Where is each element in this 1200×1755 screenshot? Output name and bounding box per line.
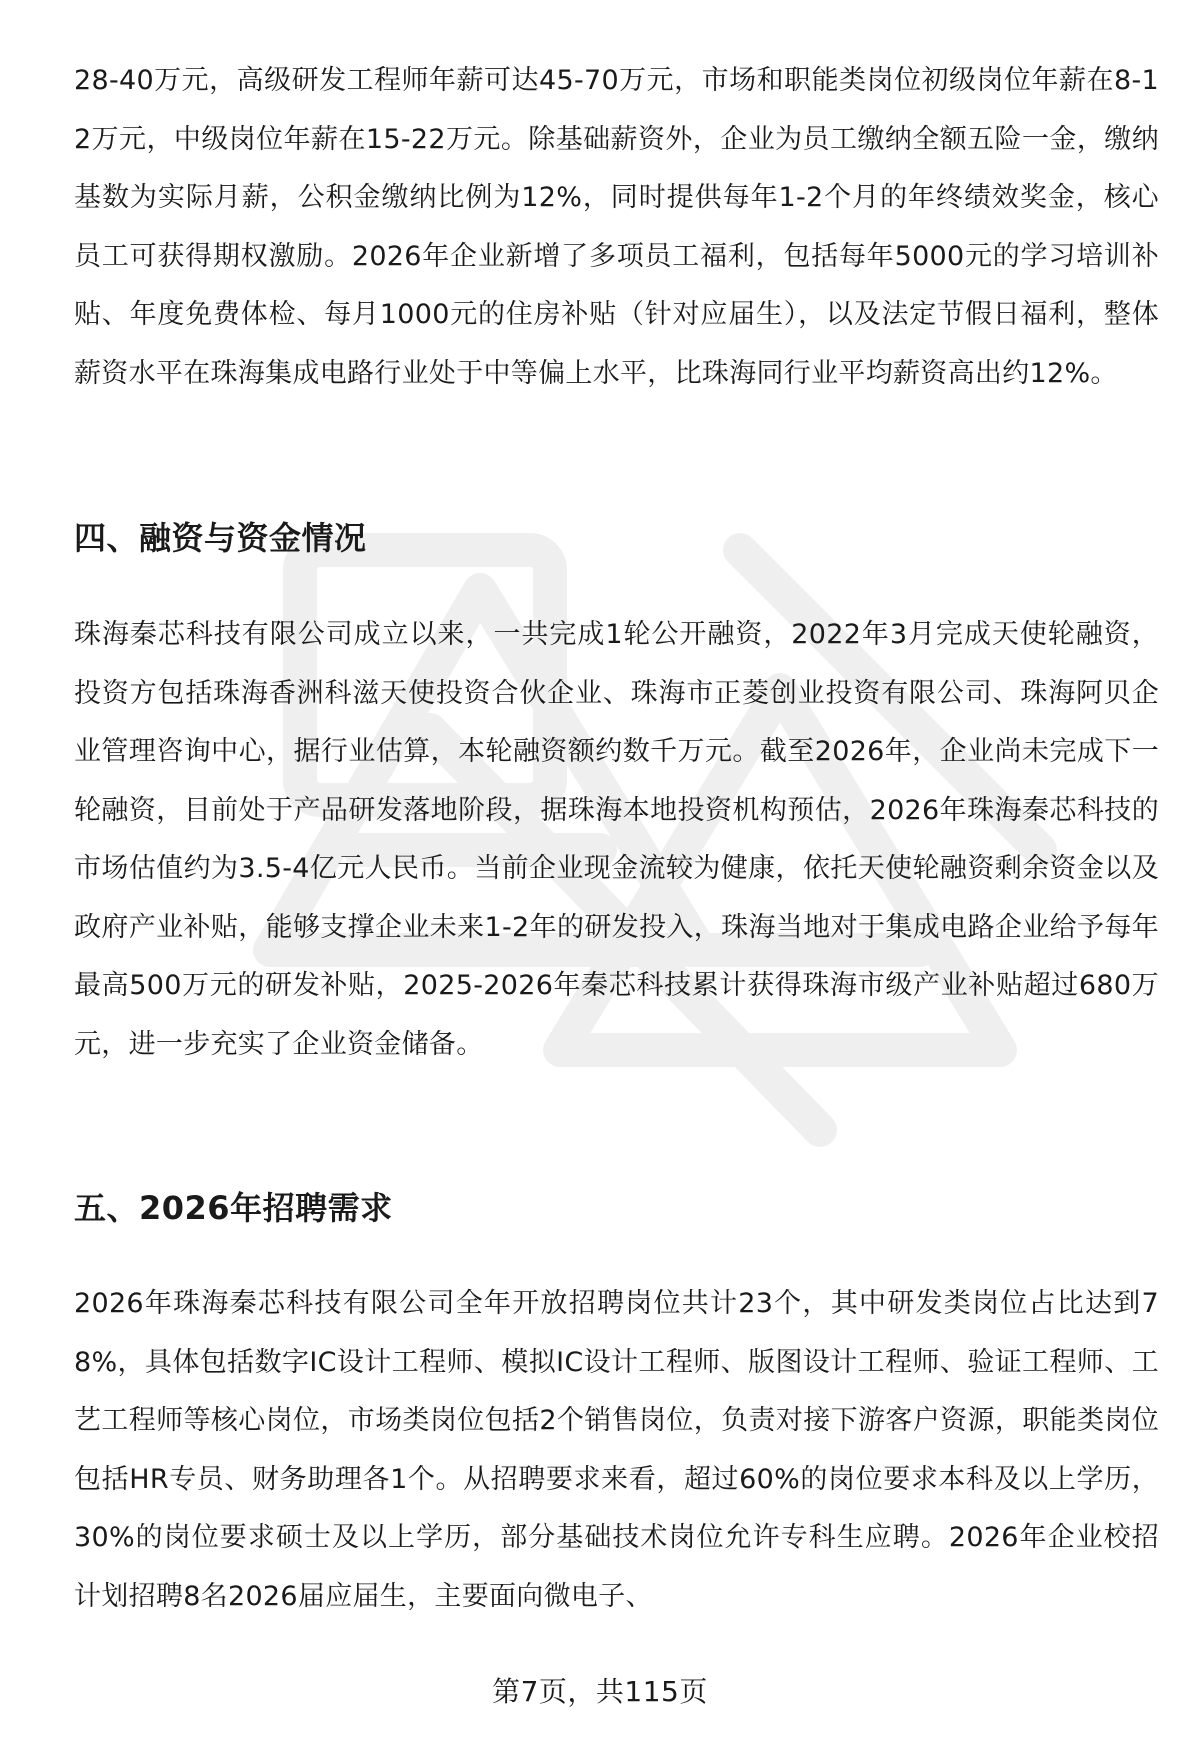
salary-paragraph: 28-40万元，高级研发工程师年薪可达45-70万元，市场和职能类岗位初级岗位年薪在8-12万元，中级岗位年薪在15-22万元。除基础薪资外，企业为员工缴纳全额五险一金，缴纳基数为实际月薪，公积金缴纳比例为12%，同时提供每年1-2个月的年终绩效奖金，核心员工可获得期权激励。2026年企业新增了多项员工福利，包括每年5000元的学习培训补贴、年度免费体检、每月1000元的住房补贴（针对应届生），以及法定节假日福利，整体薪资水平在珠海集成电路行业处于中等偏上水平，比珠海同行业平均薪资高出约12%。: [74, 65, 1159, 389]
financing-paragraph: 珠海秦芯科技有限公司成立以来，一共完成1轮公开融资，2022年3月完成天使轮融资，投资方包括珠海香洲科滋天使投资合伙企业、珠海市正菱创业投资有限公司、珠海阿贝企业管理咨询中心，据行业估算，本轮融资额约数千万元。截至2026年，企业尚未完成下一轮融资，目前处于产品研发落地阶段，据珠海本地投资机构预估，2026年珠海秦芯科技的市场估值约为3.5-4亿元人民币。当前企业现金流较为健康，依托天使轮融资剩余资金以及政府产业补贴，能够支撑企业未来1-2年的研发投入，珠海当地对于集成电路企业给予每年最高500万元的研发补贴，2025-2026年秦芯科技累计获得珠海市级产业补贴超过680万元，进一步充实了企业资金储备。: [74, 619, 1159, 1060]
section-heading-recruitment: 五、2026年招聘需求: [74, 1189, 393, 1227]
page-number: 第7页，共115页: [492, 1675, 708, 1708]
section-heading-financing: 四、融资与资金情况: [74, 519, 367, 557]
recruitment-paragraph: 2026年珠海秦芯科技有限公司全年开放招聘岗位共计23个，其中研发类岗位占比达到78%，具体包括数字IC设计工程师、模拟IC设计工程师、版图设计工程师、验证工程师、工艺工程师等核心岗位，市场类岗位包括2个销售岗位，负责对接下游客户资源，职能类岗位包括HR专员、财务助理各1个。从招聘要求来看，超过60%的岗位要求本科及以上学历，30%的岗位要求硕士及以上学历，部分基础技术岗位允许专科生应聘。2026年企业校招计划招聘8名2026届应届生，主要面向微电子、: [74, 1288, 1159, 1612]
